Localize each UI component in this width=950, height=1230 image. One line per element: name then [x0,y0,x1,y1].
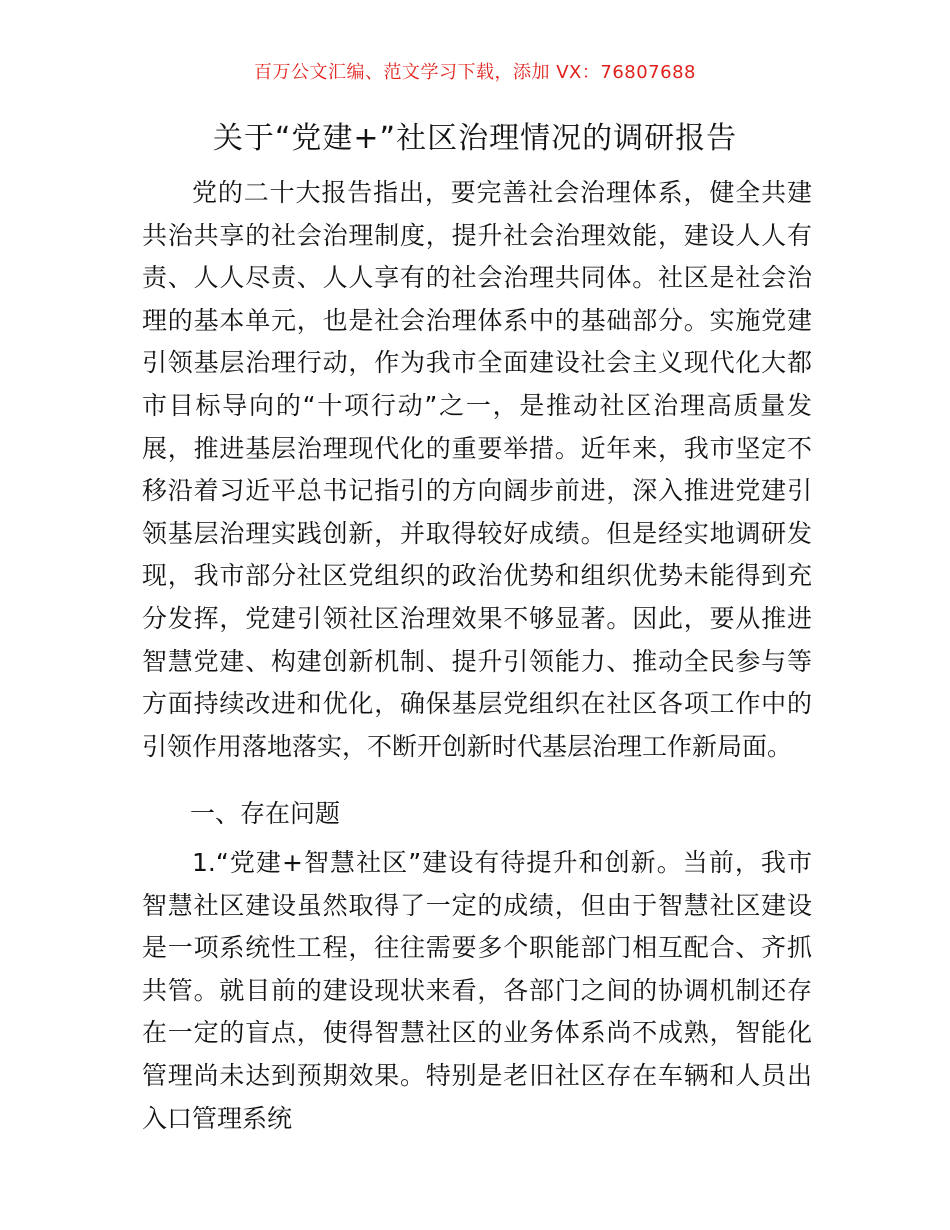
header-promo-note: 百万公文汇编、范文学习下载，添加 VX：76807688 [254,62,696,83]
document-title: 关于“党建+”社区治理情况的调研报告 [212,121,738,156]
paragraph-problem-1: 1.“党建+智慧社区”建设有待提升和创新。当前，我市智慧社区建设虽然取得了一定的成绩，但由于智慧社区建设是一项系统性工程，往往需要多个职能部门相互配合、齐抓共管。就目前的建设现状来看，各部门之间的协调机制还存在一定的盲点，使得智慧社区的业务体系尚不成熟，智能化管理尚未达到预期效果。特别是老旧社区存在车辆和人员出入口管理系统 [142,848,812,1133]
paragraph-intro: 党的二十大报告指出，要完善社会治理体系，健全共建共治共享的社会治理制度，提升社会治理效能，建设人人有责、人人尽责、人人享有的社会治理共同体。社区是社会治理的基本单元，也是社会治理体系中的基础部分。实施党建引领基层治理行动，作为我市全面建设社会主义现代化大都市目标导向的“十项行动”之一，是推动社区治理高质量发展，推进基层治理现代化的重要举措。近年来，我市坚定不移沿着习近平总书记指引的方向阔步前进，深入推进党建引领基层治理实践创新，并取得较好成绩。但是经实地调研发现，我市部分社区党组织的政治优势和组织优势未能得到充分发挥，党建引领社区治理效果不够显著。因此，要从推进智慧党建、构建创新机制、提升引领能力、推动全民参与等方面持续改进和优化，确保基层党组织在社区各项工作中的引领作用落地落实，不断开创新时代基层治理工作新局面。 [142,178,812,761]
section-heading-problems: 一、存在问题 [190,799,341,828]
